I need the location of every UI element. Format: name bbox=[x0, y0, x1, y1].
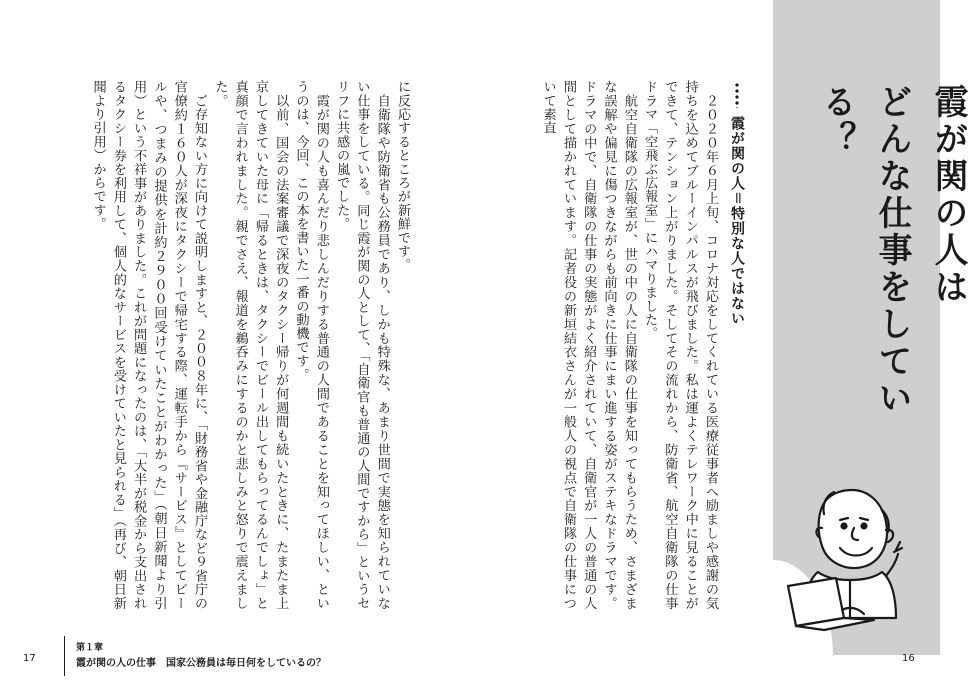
running-header-chapter-title: 霞が関の人の仕事 国家公務員は毎日何をしているの？ bbox=[76, 658, 326, 669]
chapter-label: 第１章 bbox=[76, 643, 104, 653]
subheading: 霞が関の人＝特別な人ではない bbox=[729, 116, 745, 326]
body-paragraphs-left: に反応するところが新鮮です。 自衛隊や防衛省も公務員であり、しかも特殊な、あまり世間で実態を知られていない仕事をしている。同じ霞が関の人として、「自衛官も普通の人間ですから」というセリフに共感の嵐でした。 霞が関の人も喜んだり悲しんだりする普通の人間であることを知ってほしい、というのは、今回、この本を書いた一番の動機です。 以前、国会の法案審議で深夜のタクシー帰りが何週間も続いたときに、たまたま上京してきていた母に「帰るときは、タクシーでビール出してもらってるんでしょ」と真顔で言われました。親でさえ、報道を鵜呑みにするのかと悲しみと怒りで震えました。 ご存知ない方に向けて説明しますと、２００８年に、「財務省や金融庁など９省庁の官僚約１６０人が深夜にタクシーで帰宅する際、運転手から『サービス』としてビールや、つまみの提供を計約２９００回受けていたことがわかった」（朝日新聞より引用）という不祥事がありました。これが問題になったのは、「大半が税金から支出されるタクシー券を利用して、個人的なサービスを受けていたと見られる」（再び、朝日新聞より引用）からです。 bbox=[90, 80, 410, 610]
footer-rule bbox=[64, 636, 65, 676]
page-number-left: 17 bbox=[23, 653, 36, 664]
body-text-left-page bbox=[80, 80, 412, 610]
section-title: 霞が関の人は どんな仕事をしている？ bbox=[816, 84, 968, 417]
man-at-laptop-illustration-icon bbox=[778, 468, 912, 638]
page-number-right: 16 bbox=[902, 653, 915, 664]
body-text-right-page bbox=[540, 80, 720, 610]
body-paragraphs-right: ２０２０年６月上旬、コロナ対応をしてくれている医療従事者へ励ましや感謝の気持ちを込めてブルーインパルスが飛びました。私は運よくテレワーク中に見ることができて、テンション上がりました。そしてその流れから、防衛省、航空自衛隊の仕事ドラマ「空飛ぶ広報室」にハマりました。 航空自衛隊の広報室が、世の中の人に自衛隊の仕事を知ってもらうため、さまざまな誤解や偏見に傷つきながらも前向きに仕事にまい進する姿がステキなドラマです。ドラマの中で、自衛隊の仕事の実態がよく紹介されていて、自衛官が一人の普通の人間として描かれています。記者役の新垣結衣さんが一般人の視点で自衛隊の仕事について素直 bbox=[540, 80, 718, 610]
subhead-dots-icon bbox=[732, 82, 742, 108]
